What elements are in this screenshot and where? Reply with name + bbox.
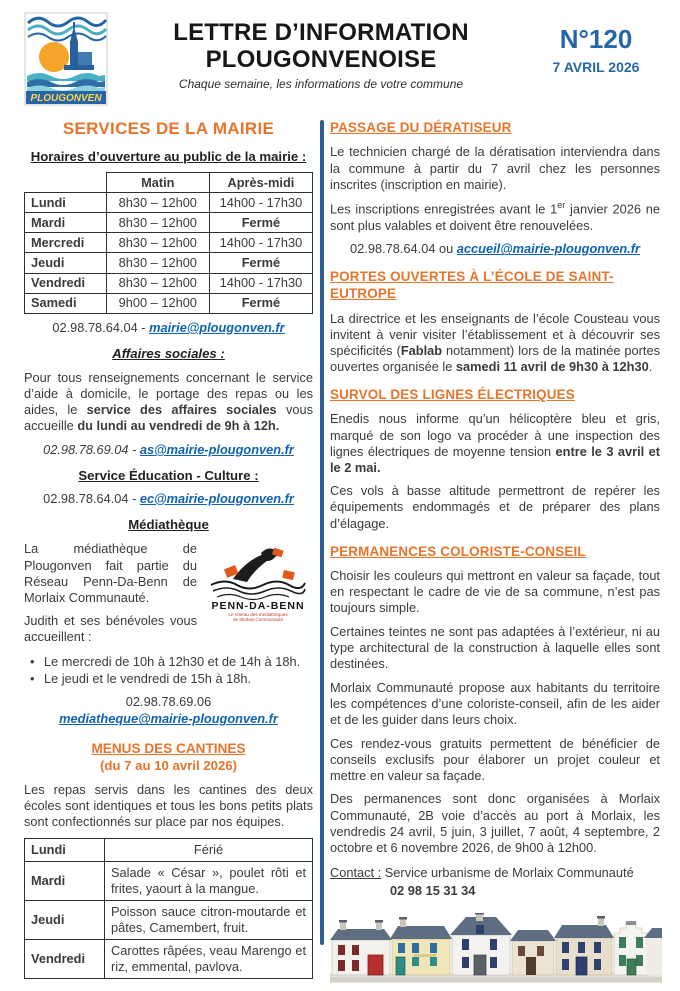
hours-day: Mardi [25, 213, 107, 233]
hours-blank-cell [25, 173, 107, 193]
section-title-services: SERVICES DE LA MAIRIE [62, 119, 275, 138]
svg-text:Le réseau des médiathèques: Le réseau des médiathèques [228, 612, 288, 618]
table-row [25, 273, 313, 293]
list-item [24, 654, 313, 670]
hours-apresmidi: Fermé [209, 253, 312, 273]
menu-day: Mardi [25, 861, 105, 900]
hours-heading: Horaires d’ouverture au public de la mairie : [30, 149, 307, 165]
mediatheque-email-line [24, 711, 313, 727]
coloriste-contact-line1 [330, 865, 660, 881]
survol-heading: SURVOL DES LIGNES ÉLECTRIQUES [330, 387, 575, 403]
hours-apresmidi: Fermé [209, 213, 312, 233]
deratiseur-p1: Le technicien chargé de la dératisation interviendra dans la commune à partir du 7 avril chez les personnes inscrites (inscription en mairie). [330, 144, 660, 192]
deratiseur-phone: 02.98.78.64.04 ou [350, 241, 457, 257]
coloriste-p2: Certaines teintes ne sont pas adaptées à l’extérieur, ni au type architectural de la construction à laquelle elles sont destinées. [330, 623, 660, 672]
hours-apresmidi: 14h00 - 17h30 [209, 193, 312, 213]
cantines-subheading: (du 7 au 10 avril 2026) [99, 757, 238, 773]
plougonven-logo-icon [24, 12, 108, 106]
menu-day: Vendredi [25, 940, 105, 979]
hours-day: Samedi [25, 293, 107, 313]
portes-ouvertes-p1: La directrice et les enseignants de l’école Cousteau vous invitent à venir visiter l’établissement et à découvrir ses spécificités (Fablab notamment) lors de la matinée portes ouvertes organisée le samedi 11 avril de 9h30 à 12h30. [330, 310, 660, 374]
table-row [25, 293, 313, 313]
hours-matin: 9h00 – 12h00 [106, 293, 209, 313]
coloriste-p5: Des permanences sont donc organisées à Morlaix Communauté, 2B voie d’accès au port à Morlaix, les vendredis 24 avril, 5 juin, 3 juillet, 7 août, 4 septembre, 2 octobre et 6 novembre 2026, de 9h00 à 12h00. [330, 791, 660, 855]
menu-text: Férié [105, 838, 313, 861]
coloriste-contact [330, 865, 660, 899]
hours-matin: 8h30 – 12h00 [106, 253, 209, 273]
table-row [25, 193, 313, 213]
mediatheque-block [24, 539, 313, 653]
deratiseur-p2: Les inscriptions enregistrées avant le 1er janvier 2026 ne sont plus valables et doivent être renouvelées. [330, 200, 660, 233]
right-column [330, 116, 660, 991]
table-row [25, 233, 313, 253]
menu-text: Carottes râpées, veau Marengo et riz, emmental, pavlova. [105, 940, 313, 979]
education-contact-line [24, 491, 313, 507]
survol-p2: Ces vols à basse altitude permettront de repérer les équipements endommagés et de préparer des plans d’élagage. [330, 483, 660, 531]
cantines-intro: Les repas servis dans les cantines des deux écoles sont identiques et tous les bons petits plats sont confectionnés sur place par nos équipes. [24, 781, 313, 829]
coloriste-contact-phone: 02 98 15 31 34 [390, 882, 476, 898]
commune-logo [24, 12, 110, 110]
mediatheque-email-link[interactable]: mediatheque@mairie-plougonven.fr [59, 711, 278, 727]
hours-apresmidi: Fermé [209, 293, 312, 313]
mediatheque-p2: Judith et ses bénévoles vous accueillent : [24, 613, 197, 645]
affaires-sociales-heading: Affaires sociales : [112, 345, 225, 361]
coloriste-p1: Choisir les couleurs qui mettront en valeur sa façade, tout en respectant le cadre de vie de sa commune, n’est pas toujours simple. [330, 568, 660, 616]
hours-matin: 8h30 – 12h00 [106, 213, 209, 233]
education-phone: 02.98.78.64.04 - [43, 490, 140, 506]
affaires-email-link[interactable]: as@mairie-plougonven.fr [139, 441, 294, 457]
hours-day: Lundi [25, 193, 107, 213]
mairie-phone: 02.98.78.64.04 - [52, 319, 150, 335]
hours-day: Mercredi [25, 233, 107, 253]
newsletter-subtitle: Chaque semaine, les informations de votre commune [178, 76, 464, 91]
penn-da-benn-logo [203, 541, 313, 627]
mediatheque-bullet-1: Le mercredi de 10h à 12h30 et de 14h à 18h. [44, 654, 301, 670]
hours-apresmidi: 14h00 - 17h30 [209, 273, 312, 293]
deratiseur-heading: PASSAGE DU DÉRATISEUR [330, 120, 512, 135]
coloriste-p3: Morlaix Communauté propose aux habitants du territoire les compétences d’une coloriste-conseil, afin de les aider et de les guider dans leurs choix. [330, 679, 660, 727]
hours-header-row [25, 173, 313, 193]
survol-p1: Enedis nous informe qu’un hélicoptère bleu et gris, marqué de son logo va procéder à une inspection des lignes électriques de moyenne tension entre le 3 avril et le 2 mai. [330, 411, 660, 475]
content-columns [24, 116, 660, 991]
hours-matin: 8h30 – 12h00 [106, 273, 209, 293]
hours-day: Jeudi [25, 253, 107, 273]
table-row [25, 213, 313, 233]
mairie-email-link[interactable]: mairie@plougonven.fr [149, 319, 285, 335]
table-row [25, 940, 313, 979]
table-row [25, 900, 313, 939]
bullet-icon: • [30, 671, 35, 687]
coloriste-p4: Ces rendez-vous gratuits permettent de bénéficier de conseils exclusifs pour élaborer un projet couleur et mettre en valeur sa façade. [330, 735, 660, 783]
table-row [25, 253, 313, 273]
hours-day: Vendredi [25, 273, 107, 293]
penn-da-benn-logo-icon [203, 541, 313, 623]
hours-matin: 8h30 – 12h00 [106, 193, 209, 213]
newsletter-title-line1: LETTRE D’INFORMATION [173, 19, 469, 46]
table-row [25, 838, 313, 861]
affaires-contact-line [24, 442, 313, 458]
svg-text:PENN-DA-BENN: PENN-DA-BENN [211, 600, 305, 613]
newsletter-title-line2: PLOUGONVENOISE [205, 45, 437, 73]
contact-text: Service urbanisme de Morlaix Communauté [381, 864, 634, 880]
menu-text: Salade « César », poulet rôti et frites, yaourt à la mangue. [105, 861, 313, 900]
svg-text:PLOUGONVEN: PLOUGONVEN [30, 93, 102, 104]
mediatheque-phone: 02.98.78.69.06 [125, 694, 212, 710]
deratiseur-email-link[interactable]: accueil@mairie-plougonven.fr [456, 241, 640, 257]
hours-col-matin: Matin [106, 173, 209, 193]
issue-block [532, 12, 660, 77]
bullet-icon: • [30, 654, 35, 670]
cantine-menu-table [24, 838, 313, 980]
svg-text:de Morlaix Communauté: de Morlaix Communauté [232, 617, 284, 623]
table-row [25, 861, 313, 900]
list-item [24, 671, 313, 687]
masthead [110, 12, 532, 92]
header [24, 12, 660, 112]
affaires-phone: 02.98.78.69.04 - [43, 441, 140, 457]
menu-day: Lundi [25, 838, 105, 861]
issue-date: 7 AVRIL 2026 [552, 59, 640, 75]
hours-col-apresmidi: Après-midi [209, 173, 312, 193]
breton-houses-icon [330, 913, 662, 987]
deratiseur-contact-line [330, 241, 660, 257]
portes-ouvertes-heading: PORTES OUVERTES À L’ÉCOLE DE SAINT-EUTROPE [330, 269, 614, 302]
education-heading: Service Éducation - Culture : [78, 468, 259, 484]
mediatheque-p1: La médiathèque de Plougonven fait partie du Réseau Penn-Da-Benn de Morlaix Communauté. [24, 541, 197, 605]
hours-matin: 8h30 – 12h00 [106, 233, 209, 253]
mediatheque-heading: Médiathèque [128, 516, 209, 532]
mairie-contact-line [24, 320, 313, 336]
mediatheque-bullet-2: Le jeudi et le vendredi de 15h à 18h. [44, 671, 252, 687]
contact-label: Contact : [330, 864, 382, 880]
issue-number: N°120 [559, 24, 633, 54]
affaires-sociales-text: Pour tous renseignements concernant le service d’aide à domicile, le portage des repas ou les aides, le service des affaires sociales vous accueille du lundi au vendredi de 9h à 12h. [24, 370, 313, 434]
hours-apresmidi: 14h00 - 17h30 [209, 233, 312, 253]
menu-day: Jeudi [25, 900, 105, 939]
cantines-heading: MENUS DES CANTINES [91, 740, 246, 756]
education-email-link[interactable]: ec@mairie-plougonven.fr [139, 490, 294, 506]
left-column [24, 116, 313, 991]
coloriste-heading: PERMANENCES COLORISTE-CONSEIL [330, 543, 586, 559]
opening-hours-table [24, 172, 313, 314]
column-divider [320, 120, 324, 945]
houses-illustration [330, 913, 660, 991]
menu-text: Poisson sauce citron-moutarde et pâtes, Camembert, fruit. [105, 900, 313, 939]
